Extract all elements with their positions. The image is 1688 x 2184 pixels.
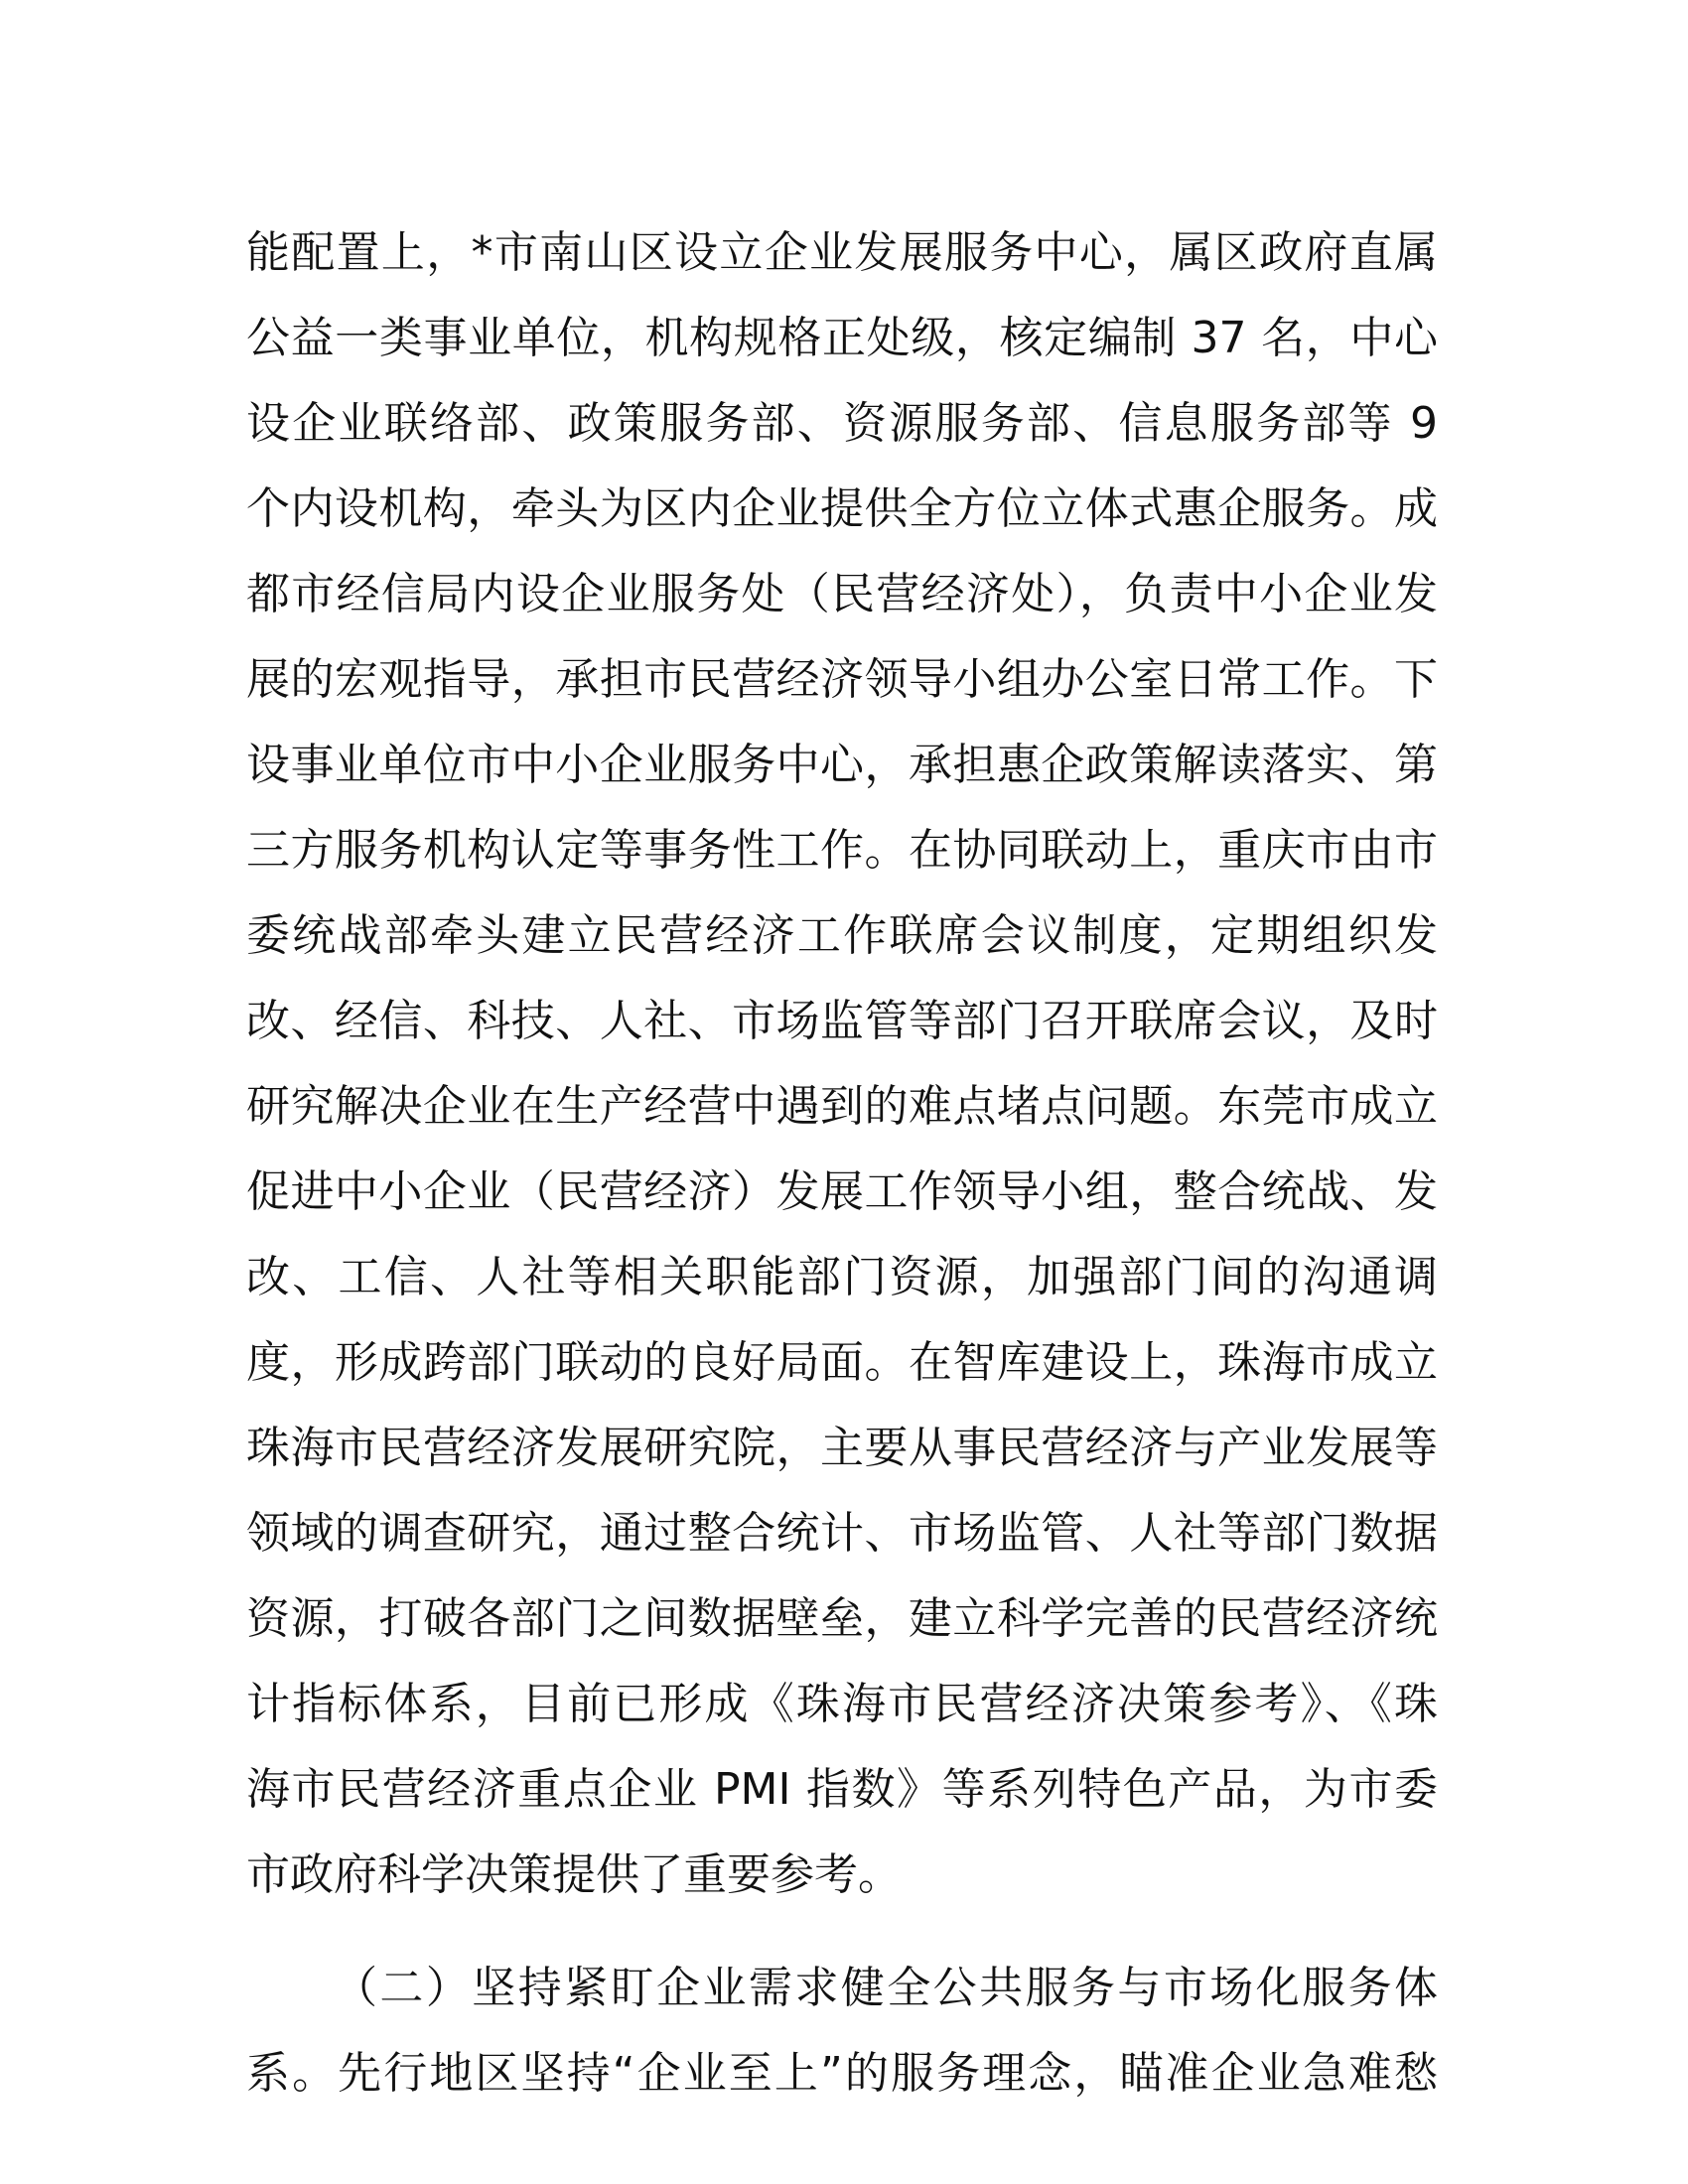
text-line: 改、经信、科技、人社、市场监管等部门召开联席会议，及时 xyxy=(246,996,1438,1046)
text-line: 促进中小企业（民营经济）发展工作领导小组，整合统战、发 xyxy=(246,1166,1438,1217)
text-line: 能配置上，*市南山区设立企业发展服务中心，属区政府直属 xyxy=(246,227,1438,278)
text-line: 个内设机构，牵头为区内企业提供全方位立体式惠企服务。成 xyxy=(246,483,1438,534)
paragraph-1 xyxy=(246,210,1438,1918)
text-line: 委统战部牵头建立民营经济工作联席会议制度，定期组织发 xyxy=(246,910,1438,961)
text-line: 都市经信局内设企业服务处（民营经济处），负责中小企业发 xyxy=(246,569,1438,619)
text-line: 领域的调查研究，通过整合统计、市场监管、人社等部门数据 xyxy=(246,1508,1438,1559)
text-line: 设事业单位市中小企业服务中心，承担惠企政策解读落实、第 xyxy=(246,740,1438,790)
text-line: 市政府科学决策提供了重要参考。 xyxy=(246,1849,902,1900)
text-line: 系。先行地区坚持“企业至上”的服务理念，瞄准企业急难愁 xyxy=(246,2048,1438,2099)
paragraph-2 xyxy=(246,1946,1438,2116)
text-line: 三方服务机构认定等事务性工作。在协同联动上，重庆市由市 xyxy=(246,825,1438,876)
text-line: 研究解决企业在生产经营中遇到的难点堵点问题。东莞市成立 xyxy=(246,1081,1438,1132)
text-line: 海市民营经济重点企业 PMI 指数》等系列特色产品，为市委 xyxy=(246,1764,1438,1815)
text-line: 度，形成跨部门联动的良好局面。在智库建设上，珠海市成立 xyxy=(246,1337,1438,1388)
text-line: 资源，打破各部门之间数据壁垒，建立科学完善的民营经济统 xyxy=(246,1593,1438,1644)
text-line: 设企业联络部、政策服务部、资源服务部、信息服务部等 9 xyxy=(246,398,1438,449)
paragraph-spacing xyxy=(246,1918,1438,1946)
text-line: 展的宏观指导，承担市民营经济领导小组办公室日常工作。下 xyxy=(246,654,1438,705)
text-line: 计指标体系，目前已形成《珠海市民营经济决策参考》、《珠 xyxy=(246,1679,1438,1729)
text-line: 珠海市民营经济发展研究院，主要从事民营经济与产业发展等 xyxy=(246,1423,1438,1473)
section-heading-line: （二）坚持紧盯企业需求健全公共服务与市场化服务体 xyxy=(334,1963,1438,2013)
text-line: 改、工信、人社等相关职能部门资源，加强部门间的沟通调 xyxy=(246,1252,1438,1302)
text-line: 公益一类事业单位，机构规格正处级，核定编制 37 名，中心 xyxy=(246,313,1438,363)
document-body xyxy=(246,210,1438,2116)
